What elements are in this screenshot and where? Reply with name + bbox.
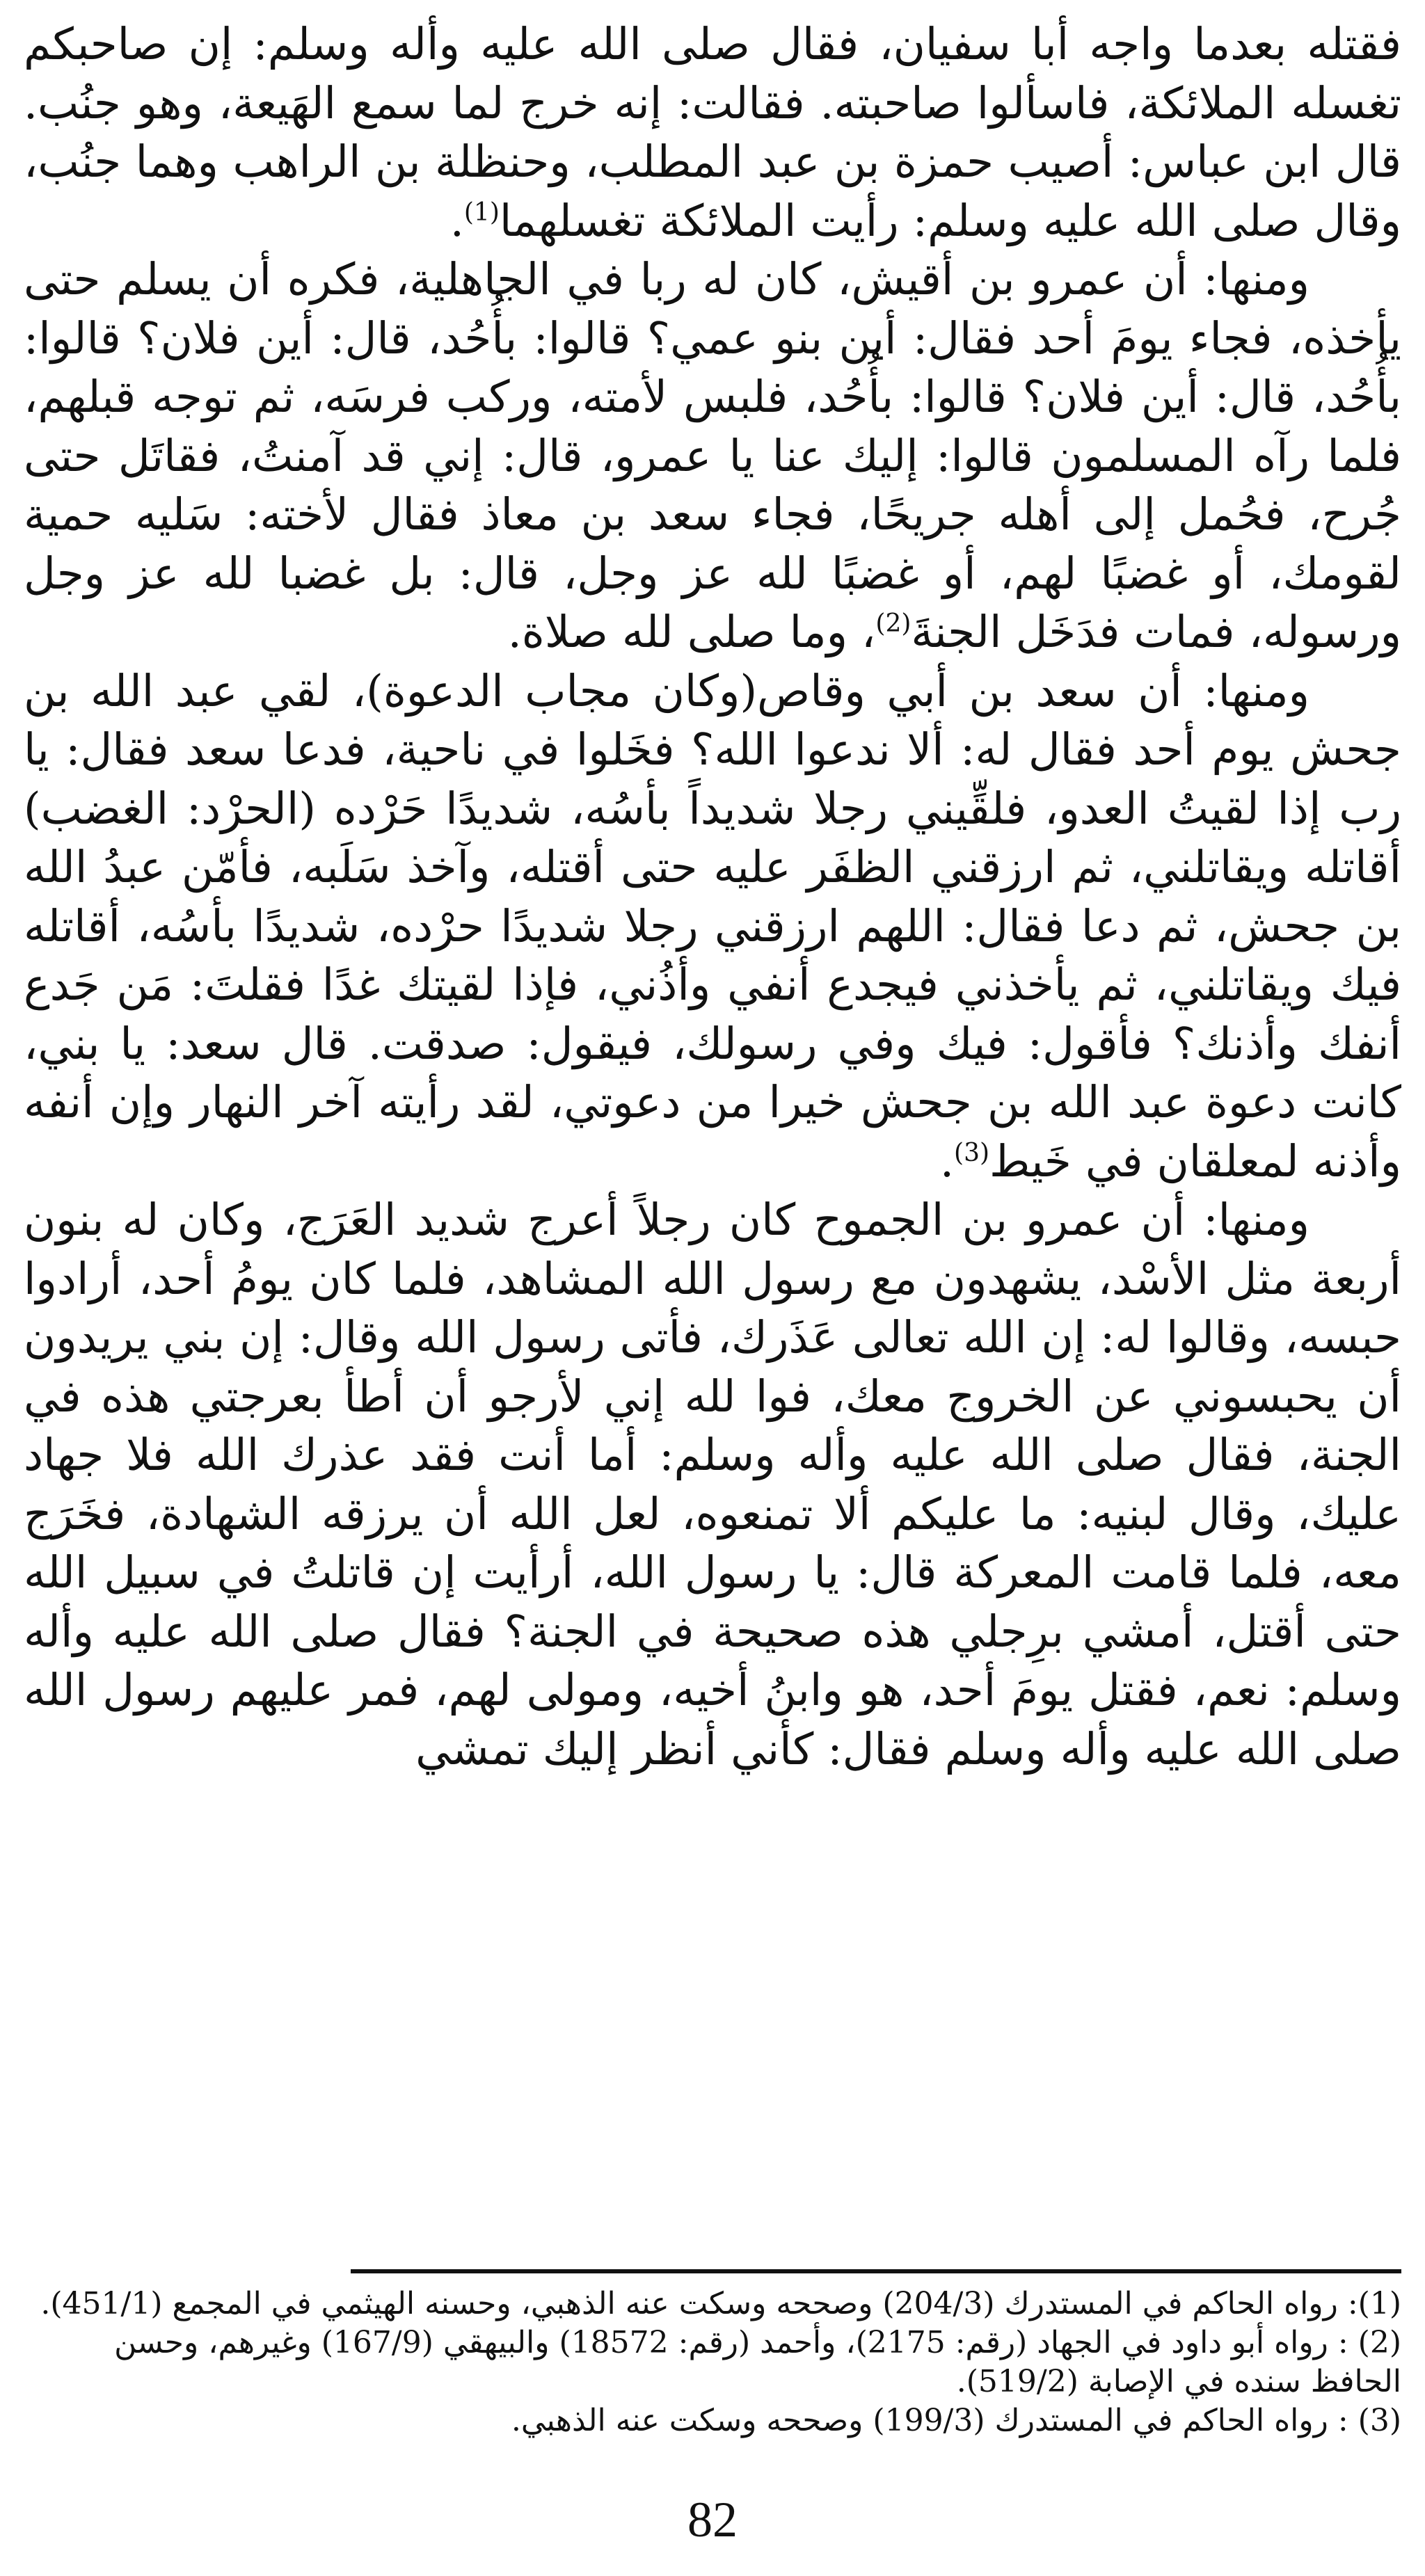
paragraph-text: فقتله بعدما واجه أبا سفيان، فقال صلى الله عليه وأله وسلم: إن صاحبكم تغسله الملائكة، فاسألوا صاحبته. فقالت: إنه خرج لما سمع الهَيعة، وهو جنُب. قال ابن عباس: أصيب حمزة بن عبد المطلب، وحنظلة بن الراهب وهما جنُب، وقال صلى الله عليه وسلم: رأيت الملائكة تغسلهما [24, 19, 1401, 246]
page-number: 82 [687, 2492, 738, 2547]
footnote-3: (3) : رواه الحاكم في المستدرك (199/3) وصححه وسكت عنه الذهبي. [511, 2403, 1401, 2438]
footnote-2: (2) : رواه أبو داود في الجهاد (رقم: 2175)، وأحمد (رقم: 18572) والبيهقي (167/9) وغيرهم، وحسن الحافظ سنده في الإصابة (519/2). [114, 2325, 1401, 2399]
paragraph-text: ومنها: أن سعد بن أبي وقاص(وكان مجاب الدعوة)، لقي عبد الله بن جحش يوم أحد فقال له: ألا ندعوا الله؟ فخَلوا في ناحية، فدعا سعد فقال: يا رب إذا لقيتُ العدو، فلقِّيني رجلا شديداً بأسُه، شديدًا حَرْده (الحرْد: الغضب) أقاتله ويقاتلني، ثم ارزقني الظفَر عليه حتى أقتله، وآخذ سَلَبه، فأمّن عبدُ الله بن جحش، ثم دعا فقال: اللهم ارزقني رجلا شديدًا حرْده، شديدًا بأسُه، أقاتله فيك ويقاتلني، ثم يأخذني فيجدع أنفي وأذُني، فإذا لقيتك غدًا فقلتَ: مَن جَدع أنفك وأذنك؟ فأقول: فيك وفي رسولك، فيقول: صدقت. قال سعد: يا بني، كانت دعوة عبد الله بن جحش خيرا من دعوتي، لقد رأيته آخر النهار وإن أنفه وأذنه لمعلقان في خَيط [24, 665, 1401, 1187]
paragraph-text: ومنها: أن عمرو بن أقيش، كان له ربا في الجاهلية، فكره أن يسلم حتى يأخذه، فجاء يومَ أحد فقال: أين بنو عمي؟ قالوا: بأُحُد، قال: أين فلان؟ قالوا: بأُحُد، قال: أين فلان؟ قالوا: بأُحُد، فلبس لأمته، وركب فرسَه، ثم توجه قبلهم، فلما رآه المسلمون قالوا: إليك عنا يا عمرو، قال: إني قد آمنتُ، فقاتَل حتى جُرح، فحُمل إلى أهله جريحًا، فجاء سعد بن معاذ فقال لأخته: سَليه حمية لقومك، أو غضبًا لهم، أو غضبًا لله عز وجل، قال: بل غضبا لله عز وجل ورسوله، فمات فدَخَل الجنةَ [24, 254, 1401, 657]
footnote-ref-3[interactable]: (3) [954, 1138, 990, 1167]
footnote-1: (1): رواه الحاكم في المستدرك (204/3) وصححه وسكت عنه الذهبي، وحسنه الهيثمي في المجمع (451/1). [40, 2286, 1401, 2321]
paragraph-2 [24, 250, 1401, 662]
paragraph-text: ومنها: أن عمرو بن الجموح كان رجلاً أعرج شديد العَرَج، وكان له بنون أربعة مثل الأسْد، يشهدون مع رسول الله المشاهد، فلما كان يومُ أحد، أرادوا حبسه، وقالوا له: إن الله تعالى عَذَرك، فأتى رسول الله وقال: إن بني يريدون أن يحبسوني عن الخروج معك، فوا لله إني لأرجو أن أطأ بعرجتي هذه في الجنة، فقال صلى الله عليه وأله وسلم: أما أنت فقد عذرك الله فلا جهاد عليك، وقال لبنيه: ما عليكم ألا تمنعوه، لعل الله أن يرزقه الشهادة، فخَرَج معه، فلما قامت المعركة قال: يا رسول الله، أرأيت إن قاتلتُ في سبيل الله حتى أقتل، أمشي برِجلي هذه صحيحة في الجنة؟ فقال صلى الله عليه وأله وسلم: نعم، فقتل يومَ أحد، هو وابنُ أخيه، ومولى لهم، فمر عليهم رسول الله صلى الله عليه وأله وسلم فقال: كأني أنظر إليك تمشي [24, 1194, 1401, 1775]
paragraph-4 [24, 1191, 1401, 1779]
footnote-ref-1[interactable]: (1) [463, 198, 500, 227]
footnote-ref-2[interactable]: (2) [875, 609, 911, 638]
paragraph-3 [24, 662, 1401, 1192]
book-page [24, 15, 1401, 2561]
footnote-separator [351, 2269, 1401, 2273]
paragraph-tail: ، وما صلى لله صلاة. [507, 607, 876, 657]
paragraph-tail: . [940, 1135, 955, 1187]
body-text [24, 15, 1401, 1779]
paragraph-1 [24, 15, 1401, 250]
footnotes [24, 2285, 1401, 2440]
paragraph-tail: . [449, 195, 464, 246]
